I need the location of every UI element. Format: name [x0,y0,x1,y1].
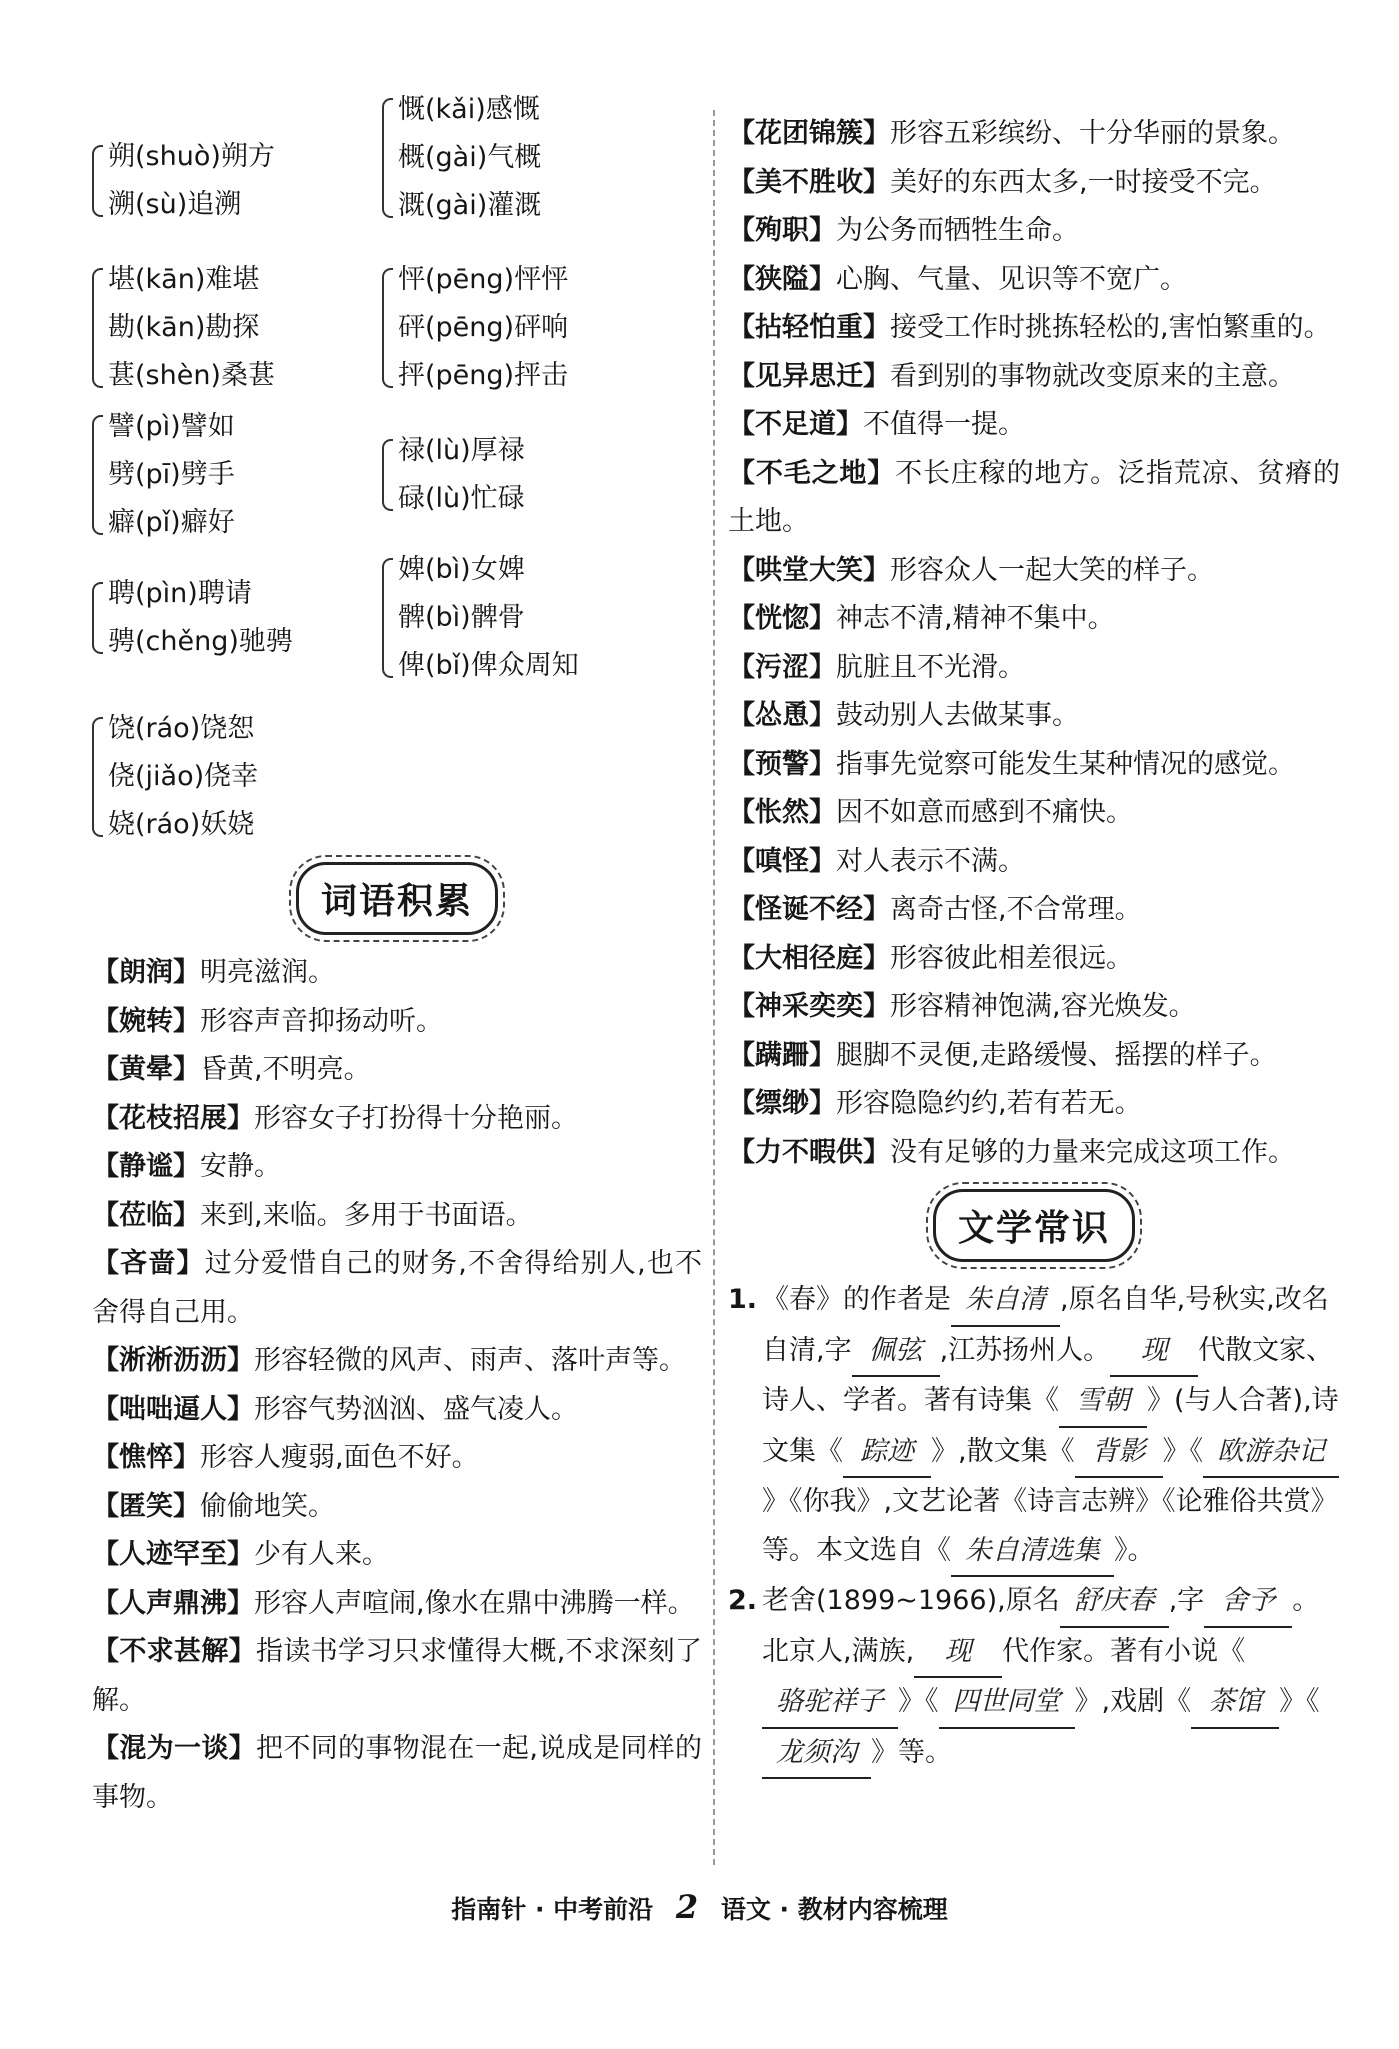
vocab-entry: 【怪诞不经】离奇古怪,不合常理。 [728,894,1142,925]
vocab-entry: 【狭隘】心胸、气量、见识等不宽广。 [728,263,1187,295]
vocab-entry: 【蹒跚】腿脚不灵便,走路缓慢、摇摆的样子。 [728,1039,1277,1071]
answer-blank: 朱自清 [951,1276,1060,1327]
polyphone-item: 碌(lù)忙碌 [398,483,525,514]
polyphone-item: 婢(bì)女婢 [398,554,525,585]
vocab-entry: 【混为一谈】把不同的事物混在一起,说成是同样的事物。 [92,1733,702,1813]
vocab-entry: 【怂恿】鼓动别人去做某事。 [728,700,1079,731]
vocab-entry: 【怅然】因不如意而感到不痛快。 [728,797,1133,828]
polyphone-item: 勘(kān)勘探 [108,312,260,343]
polyphone-group [92,705,258,849]
polyphone-group [92,403,235,547]
answer-blank: 朱自清选集 [951,1527,1114,1578]
polyphone-item: 髀(bì)髀骨 [398,602,525,633]
answer-blank: 踪迹 [843,1428,931,1479]
vocab-entry: 【吝啬】过分爱惜自己的财务,不舍得给别人,也不舍得自己用。 [92,1248,702,1328]
lit-item-1: 1. 《春》的作者是 朱自清 ,原名自华,号秋实,改名自清,字 佩弦 ,江苏扬州人。 现 代散文家、诗人、学者。著有诗集《 雪朝 》(与人合著),诗文集《 踪迹 》,散文集《 背影 》《 欧游杂记》《你我》,文艺论著《诗言志辨》《论雅俗共赏》等。本文选自《 朱自清选集 》。 [728,1276,1340,1577]
answer-blank: 舍予 [1204,1577,1292,1628]
polyphone-item: 癖(pǐ)癖好 [108,507,235,538]
vocab-entry: 【哄堂大笑】形容众人一起大笑的样子。 [728,554,1214,586]
polyphone-item: 抨(pēng)抨击 [398,360,569,391]
footer-publication: 指南针 · 中考前沿 [451,1895,654,1924]
polyphone-item: 葚(shèn)桑葚 [108,360,275,391]
polyphone-group [92,570,293,666]
vocab-entry: 【婉转】形容声音抑扬动听。 [92,1005,443,1037]
answer-blank: 骆驼祥子 [762,1678,898,1729]
vocab-heading-banner [92,862,702,935]
vocab-entry: 【人迹罕至】少有人来。 [92,1539,389,1570]
polyphone-item: 骋(chěng)驰骋 [108,626,293,657]
polyphone-item: 堪(kān)难堪 [108,264,260,295]
polyphone-item: 禄(lù)厚禄 [398,435,525,466]
vocab-entry: 【淅淅沥沥】形容轻微的风声、雨声、落叶声等。 [92,1345,686,1376]
lit-item-2: 2. 老舍(1899~1966),原名 舒庆春 ,字 舍予 。北京人,满族, 现 代作家。著有小说《骆驼祥子 》《 四世同堂 》,戏剧《 茶馆 》《龙须沟 》等。 [728,1577,1340,1779]
polyphone-groups [92,94,702,850]
vocab-entry: 【神采奕奕】形容精神饱满,容光焕发。 [728,991,1196,1022]
footer-section: 语文 · 教材内容梳理 [720,1895,948,1924]
vocab-entry: 【拈轻怕重】接受工作时挑拣轻松的,害怕繁重的。 [728,312,1331,343]
answer-blank: 四世同堂 [939,1678,1075,1729]
vocab-entry: 【缥缈】形容隐隐约约,若有若无。 [728,1088,1142,1119]
vocab-entry: 【黄晕】昏黄,不明亮。 [92,1054,371,1085]
vocab-list-left [92,949,702,1822]
vocab-entry: 【大相径庭】形容彼此相差很远。 [728,942,1133,974]
vocab-heading: 词语积累 [296,862,498,935]
polyphone-group [382,256,568,400]
vocab-entry: 【污涩】肮脏且不光滑。 [728,651,1025,683]
vocab-list-right [728,110,1340,1177]
polyphone-group [382,86,541,230]
vocab-entry: 【见异思迁】看到别的事物就改变原来的主意。 [728,360,1295,392]
polyphone-item: 溉(gài)灌溉 [398,190,542,221]
vocab-entry: 【不足道】不值得一提。 [728,409,1025,440]
vocab-entry: 【花枝招展】形容女子打扮得十分艳丽。 [92,1102,578,1134]
right-column [728,110,1340,1779]
polyphone-item: 慨(kǎi)感慨 [398,94,540,125]
polyphone-item: 娆(ráo)妖娆 [108,809,255,840]
polyphone-item: 砰(pēng)砰响 [398,312,569,343]
polyphone-item: 溯(sù)追溯 [108,189,242,220]
left-column [92,94,702,1822]
vocab-entry: 【不毛之地】不长庄稼的地方。泛指荒凉、贫瘠的土地。 [728,457,1341,537]
polyphone-item: 俾(bǐ)俾众周知 [398,650,579,681]
polyphone-item: 朔(shuò)朔方 [108,141,275,172]
vocab-entry: 【嗔怪】对人表示不满。 [728,845,1025,877]
vocab-entry: 【美不胜收】美好的东西太多,一时接受不完。 [728,166,1277,198]
vocab-entry: 【莅临】来到,来临。多用于书面语。 [92,1199,533,1231]
polyphone-item: 怦(pēng)怦怦 [398,264,569,295]
page-number: 2 [675,1888,699,1926]
vocab-entry: 【憔悴】形容人瘦弱,面色不好。 [92,1442,479,1473]
answer-blank: 欧游杂记 [1203,1428,1339,1479]
vocab-entry: 【预警】指事先觉察可能发生某种情况的感觉。 [728,748,1295,780]
answer-blank: 舒庆春 [1060,1577,1169,1628]
vocab-entry: 【静谧】安静。 [92,1151,281,1182]
polyphone-item: 譬(pì)譬如 [108,411,235,442]
literature-section [728,1276,1340,1779]
vocab-entry: 【不求甚解】指读书学习只求懂得大概,不求深刻了解。 [92,1636,702,1716]
vocab-entry: 【朗润】明亮滋润。 [92,957,335,988]
answer-blank: 佩弦 [852,1327,940,1378]
vocab-entry: 【咄咄逼人】形容气势汹汹、盛气凌人。 [92,1393,578,1425]
lit-heading: 文学常识 [933,1189,1135,1262]
item-number: 1. [728,1284,758,1315]
polyphone-item: 概(gài)气概 [398,142,542,173]
polyphone-item: 劈(pī)劈手 [108,459,235,490]
polyphone-item: 侥(jiǎo)侥幸 [108,761,259,792]
polyphone-group [92,256,275,400]
polyphone-item: 聘(pìn)聘请 [108,578,252,609]
polyphone-group [382,546,579,690]
page-footer [0,1888,1399,1926]
answer-blank: 茶馆 [1191,1678,1279,1729]
vocab-entry: 【力不暇供】没有足够的力量来完成这项工作。 [728,1136,1295,1168]
answer-blank: 现 [1110,1327,1198,1378]
polyphone-item: 饶(ráo)饶恕 [108,713,255,744]
vocab-entry: 【匿笑】偷偷地笑。 [92,1490,335,1522]
item-number: 2. [728,1585,758,1616]
answer-blank: 龙须沟 [762,1729,871,1780]
vocab-entry: 【恍惚】神志不清,精神不集中。 [728,603,1115,634]
polyphone-group [382,427,525,523]
column-divider [713,110,715,1865]
answer-blank: 现 [914,1628,1002,1679]
answer-blank: 雪朝 [1059,1377,1147,1428]
vocab-entry: 【花团锦簇】形容五彩缤纷、十分华丽的景象。 [728,118,1295,149]
vocab-entry: 【人声鼎沸】形容人声喧闹,像水在鼎中沸腾一样。 [92,1587,695,1619]
vocab-entry: 【殉职】为公务而牺牲生命。 [728,215,1079,246]
polyphone-group [92,133,275,229]
lit-heading-banner [728,1189,1340,1262]
answer-blank: 背影 [1075,1428,1163,1479]
